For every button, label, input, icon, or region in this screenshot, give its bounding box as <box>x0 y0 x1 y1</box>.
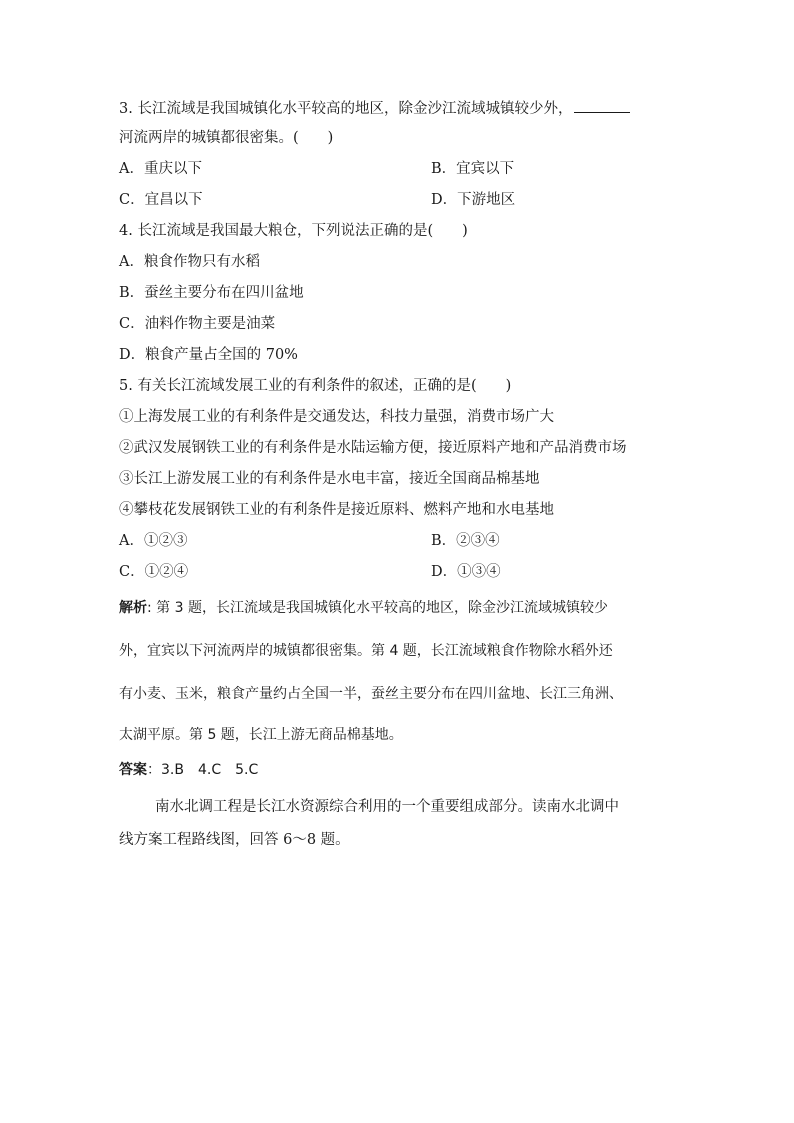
q5-option-b: B．②③④ <box>431 533 500 549</box>
q5-statement-3: ③长江上游发展工业的有利条件是水电丰富，接近全国商品棉基地 <box>119 471 540 487</box>
analysis-line-1: 解析: 第 3 题，长江流域是我国城镇化水平较高的地区，除金沙江流域城镇较少 <box>119 600 608 616</box>
q3-options-row1 <box>119 159 679 179</box>
q4-stem: 4. 长江流域是我国最大粮仓，下列说法正确的是( ) <box>119 223 468 239</box>
q5-stem: 5. 有关长江流域发展工业的有利条件的叙述，正确的是( ) <box>119 378 512 394</box>
q3-option-a: A．重庆以下 <box>119 161 202 177</box>
q5-option-d: D．①③④ <box>431 564 501 580</box>
analysis-label: 解析 <box>119 600 147 616</box>
answer-line <box>119 760 679 780</box>
q3-stem-line1: 3. 长江流域是我国城镇化水平较高的地区，除金沙江流域城镇较少外， <box>119 98 679 119</box>
answer-label: 答案 <box>119 762 147 778</box>
q4-option-d: D．粮食产量占全国的 70% <box>119 347 298 363</box>
q3-options-row2 <box>119 190 679 210</box>
q4-option-a: A．粮食作物只有水稻 <box>119 254 260 270</box>
analysis-line-2: 外，宜宾以下河流两岸的城镇都很密集。第 4 题，长江流域粮食作物除水稻外还 <box>119 643 613 659</box>
q3-stem-line2: 河流两岸的城镇都很密集。( ) <box>119 130 334 146</box>
q5-statement-4: ④攀枝花发展钢铁工业的有利条件是接近原料、燃料产地和水电基地 <box>119 502 554 518</box>
intro-line-1: 南水北调工程是长江水资源综合利用的一个重要组成部分。读南水北调中 <box>155 799 619 815</box>
analysis-line-3: 有小麦、玉米，粮食产量约占全国一半，蚕丝主要分布在四川盆地、长江三角洲、 <box>119 686 623 702</box>
q4-option-b: B．蚕丝主要分布在四川盆地 <box>119 285 304 301</box>
q5-statement-1: ①上海发展工业的有利条件是交通发达，科技力量强，消费市场广大 <box>119 409 554 425</box>
answer-blank <box>574 98 630 113</box>
q5-options-row2 <box>119 562 679 582</box>
q3-option-b: B．宜宾以下 <box>431 161 515 177</box>
q3-option-c: C．宜昌以下 <box>119 192 203 208</box>
answer-text: ：3.B 4.C 5.C <box>147 762 259 778</box>
q5-options-row1 <box>119 531 679 551</box>
intro-line-2: 线方案工程路线图，回答 6～8 题。 <box>119 832 350 848</box>
q3-option-d: D．下游地区 <box>431 192 516 208</box>
analysis-line-4: 太湖平原。第 5 题，长江上游无商品棉基地。 <box>119 727 403 743</box>
q5-statement-2: ②武汉发展钢铁工业的有利条件是水陆运输方便，接近原料产地和产品消费市场 <box>119 440 627 456</box>
q5-option-a: A．①②③ <box>119 533 188 549</box>
q4-option-c: C．油料作物主要是油菜 <box>119 316 276 332</box>
q5-option-c: C．①②④ <box>119 564 189 580</box>
